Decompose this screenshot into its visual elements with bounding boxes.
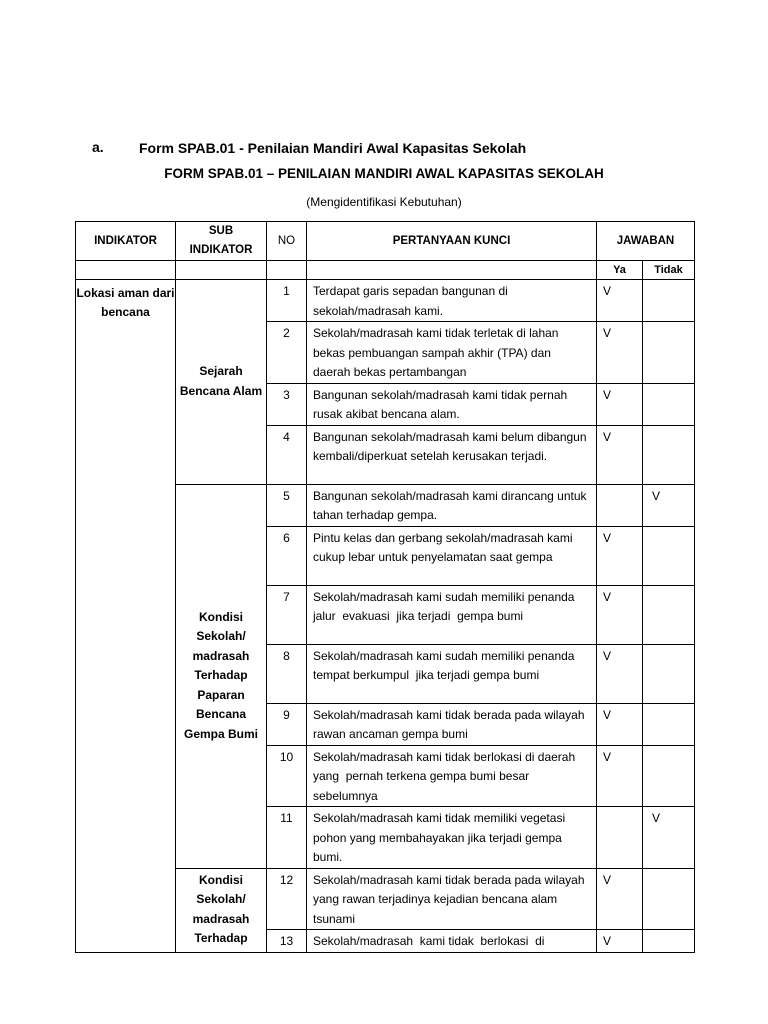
answer-ya: V (597, 868, 643, 930)
row-number: 12 (267, 868, 307, 930)
row-number: 13 (267, 930, 307, 953)
header-ya: Ya (597, 261, 643, 280)
section-letter: a. (92, 139, 104, 155)
sub-indikator-gempa: Kondisi Sekolah/ madrasah Terhadap Paparan Bencana Gempa Bumi (176, 484, 267, 868)
answer-tidak (643, 644, 695, 703)
question-text: Bangunan sekolah/madrasah kami tidak pernah rusak akibat bencana alam. (307, 383, 597, 425)
question-text: Sekolah/madrasah kami sudah memiliki penanda jalur evakuasi jika terjadi gempa bumi (307, 585, 597, 644)
table-row (76, 280, 695, 322)
question-text: Terdapat garis sepadan bangunan di sekolah/madrasah kami. (307, 280, 597, 322)
sub-indikator-sejarah: Sejarah Bencana Alam (176, 280, 267, 485)
sub-indikator-tsunami: Kondisi Sekolah/ madrasah Terhadap (176, 868, 267, 952)
row-number: 9 (267, 703, 307, 745)
row-number: 2 (267, 322, 307, 384)
row-number: 5 (267, 484, 307, 526)
answer-ya: V (597, 703, 643, 745)
answer-tidak: V (643, 484, 695, 526)
answer-ya: V (597, 322, 643, 384)
answer-ya: V (597, 585, 643, 644)
answer-ya: V (597, 930, 643, 953)
answer-ya: V (597, 644, 643, 703)
row-number: 3 (267, 383, 307, 425)
header-indikator: INDIKATOR (76, 222, 176, 261)
row-number: 8 (267, 644, 307, 703)
row-number: 11 (267, 807, 307, 869)
answer-tidak: V (643, 807, 695, 869)
answer-tidak (643, 383, 695, 425)
question-text: Sekolah/madrasah kami tidak terletak di lahan bekas pembuangan sampah akhir (TPA) dan daerah bekas pertambangan (307, 322, 597, 384)
row-number: 1 (267, 280, 307, 322)
header-pertanyaan-kunci: PERTANYAAN KUNCI (307, 222, 597, 261)
answer-ya: V (597, 280, 643, 322)
header-sub-indikator: SUB INDIKATOR (176, 222, 267, 261)
answer-tidak (643, 703, 695, 745)
answer-ya: V (597, 526, 643, 585)
answer-tidak (643, 425, 695, 484)
row-number: 7 (267, 585, 307, 644)
assessment-table (75, 221, 695, 953)
question-text: Sekolah/madrasah kami tidak berada pada wilayah yang rawan terjadinya kejadian bencana alam tsunami (307, 868, 597, 930)
header-jawaban: JAWABAN (597, 222, 695, 261)
header-tidak: Tidak (643, 261, 695, 280)
answer-tidak (643, 868, 695, 930)
question-text: Bangunan sekolah/madrasah kami belum dibangun kembali/diperkuat setelah kerusakan terjadi. (307, 425, 597, 484)
answer-tidak (643, 745, 695, 807)
row-number: 6 (267, 526, 307, 585)
question-text: Bangunan sekolah/madrasah kami dirancang untuk tahan terhadap gempa. (307, 484, 597, 526)
question-text: Sekolah/madrasah kami sudah memiliki penanda tempat berkumpul jika terjadi gempa bumi (307, 644, 597, 703)
form-subtitle: (Mengidentifikasi Kebutuhan) (306, 195, 462, 209)
question-text: Sekolah/madrasah kami tidak berlokasi di daerah yang pernah terkena gempa bumi besar sebelumnya (307, 745, 597, 807)
header-no: NO (267, 222, 307, 261)
answer-tidak (643, 930, 695, 953)
row-number: 4 (267, 425, 307, 484)
question-text: Sekolah/madrasah kami tidak berlokasi di (307, 930, 597, 953)
table-subheader-row (76, 261, 695, 280)
section-heading-text: Form SPAB.01 - Penilaian Mandiri Awal Kapasitas Sekolah (139, 140, 527, 156)
answer-tidak (643, 526, 695, 585)
answer-tidak (643, 585, 695, 644)
answer-tidak (643, 322, 695, 384)
table-header-row (76, 222, 695, 261)
answer-tidak (643, 280, 695, 322)
row-number: 10 (267, 745, 307, 807)
answer-ya (597, 807, 643, 869)
question-text: Pintu kelas dan gerbang sekolah/madrasah kami cukup lebar untuk penyelamatan saat gempa (307, 526, 597, 585)
answer-ya: V (597, 425, 643, 484)
answer-ya: V (597, 383, 643, 425)
answer-ya (597, 484, 643, 526)
indikator-cell: Lokasi aman dari bencana (76, 280, 176, 953)
form-title: FORM SPAB.01 – PENILAIAN MANDIRI AWAL KAPASITAS SEKOLAH (164, 166, 604, 181)
answer-ya: V (597, 745, 643, 807)
question-text: Sekolah/madrasah kami tidak memiliki vegetasi pohon yang membahayakan jika terjadi gempa bumi. (307, 807, 597, 869)
question-text: Sekolah/madrasah kami tidak berada pada wilayah rawan ancaman gempa bumi (307, 703, 597, 745)
